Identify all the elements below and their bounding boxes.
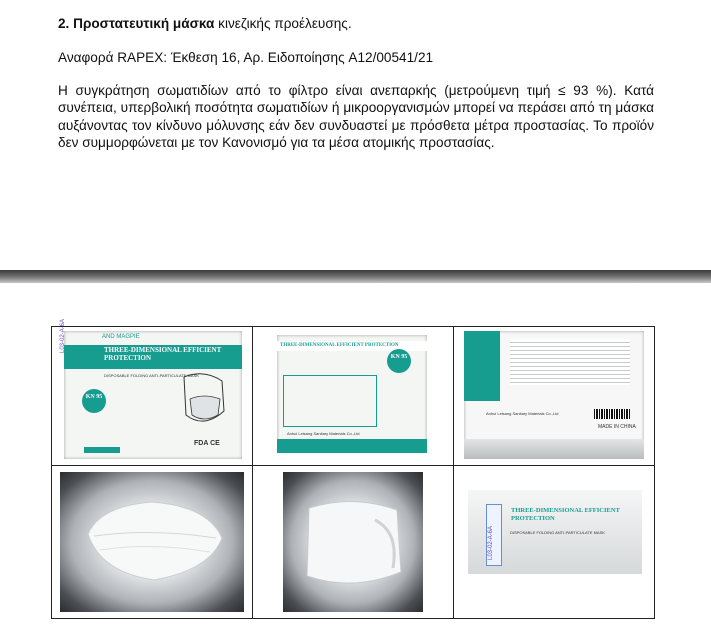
description-paragraph: Η συγκράτηση σωματιδίων από το φίλτρο είναι ανεπαρκής (μετρούμενη τιμή ≤ 93 %). Κατά συνέπεια, υπερβολική ποσότητα σωματιδίων ή μικροοργανισμών μπορεί να περάσει από τη μάσκα αυξάνοντας τον κίνδυνο μόλυνσης εάν δεν συνδυαστεί με πρόσθετα μέτρα προστασίας. Το προϊόν δεν συμμορφώνεται με τον Κανονισμό για τα μέσα ατομικής προστασίας. bbox=[58, 83, 654, 151]
package-subtitle: DISPOSABLE FOLDING ANTI-PARTICULATE MASK bbox=[104, 373, 199, 378]
manufacturer-text-side: Anhui Leisang Sanitary Materials Co.,Ltd bbox=[486, 411, 559, 416]
fda-ce-mark: FDA CE bbox=[194, 440, 220, 447]
package-edge-title-band bbox=[508, 506, 632, 528]
face-mask-illustration bbox=[174, 371, 232, 433]
heading-origin: κινεζικής προέλευσης. bbox=[214, 16, 352, 31]
kn95-badge-back: KN 95 bbox=[387, 349, 411, 373]
mask-front-photo bbox=[60, 472, 244, 612]
package-title: THREE-DIMENSIONAL EFFICIENT PROTECTION bbox=[104, 346, 222, 362]
photo-table bbox=[51, 318, 655, 619]
heading-product-name: Προστατευτική μάσκα bbox=[73, 16, 215, 31]
package-brand: AND MAGPIE bbox=[102, 334, 140, 340]
photo-cell-mask-front bbox=[52, 466, 253, 619]
package-back-stripe bbox=[277, 439, 427, 453]
handwritten-code-edge: L03-02-A-6A bbox=[488, 525, 494, 560]
package-side-shadow bbox=[464, 439, 644, 459]
made-in-china-text: MADE IN CHINA bbox=[598, 424, 636, 430]
folded-mask-shape bbox=[60, 472, 244, 612]
mask-side-photo bbox=[283, 472, 423, 612]
package-back-title: THREE-DIMENSIONAL EFFICIENT PROTECTION bbox=[280, 343, 399, 348]
photo-cell-mask-side bbox=[253, 466, 454, 619]
package-back-info-box bbox=[283, 375, 377, 427]
package-edge-subtitle: DISPOSABLE FOLDING ANTI-PARTICULATE MASK bbox=[510, 530, 605, 535]
side-mask-shape bbox=[283, 472, 423, 612]
heading-number: 2. bbox=[58, 16, 70, 31]
product-heading bbox=[58, 15, 654, 32]
photo-cell-package-side bbox=[454, 327, 655, 466]
package-edge-photo bbox=[468, 490, 642, 574]
package-edge-title: THREE-DIMENSIONAL EFFICIENT PROTECTION bbox=[511, 507, 620, 522]
package-bottom-label bbox=[84, 447, 120, 453]
rapex-reference: Αναφορά RAPEX: Έκθεση 16, Αρ. Ειδοποίησης A12/00541/21 bbox=[58, 50, 434, 65]
photo-cell-package-back bbox=[253, 327, 454, 466]
handwritten-code: L03-02-A-6A bbox=[60, 318, 66, 353]
package-back-photo bbox=[277, 335, 427, 453]
kn95-badge: KN 95 bbox=[82, 389, 106, 413]
package-side-stripe bbox=[464, 331, 500, 401]
page-divider bbox=[0, 270, 711, 283]
package-side-text-block bbox=[510, 339, 630, 385]
manufacturer-text: Anhui Leisang Sanitary Materials Co.,Ltd bbox=[287, 431, 360, 436]
package-front-photo bbox=[60, 318, 242, 459]
package-title-band bbox=[64, 345, 242, 369]
photo-cell-package-edge bbox=[454, 466, 655, 619]
photo-cell-package-front bbox=[52, 318, 253, 466]
barcode bbox=[594, 409, 630, 419]
package-side-photo bbox=[464, 331, 644, 459]
